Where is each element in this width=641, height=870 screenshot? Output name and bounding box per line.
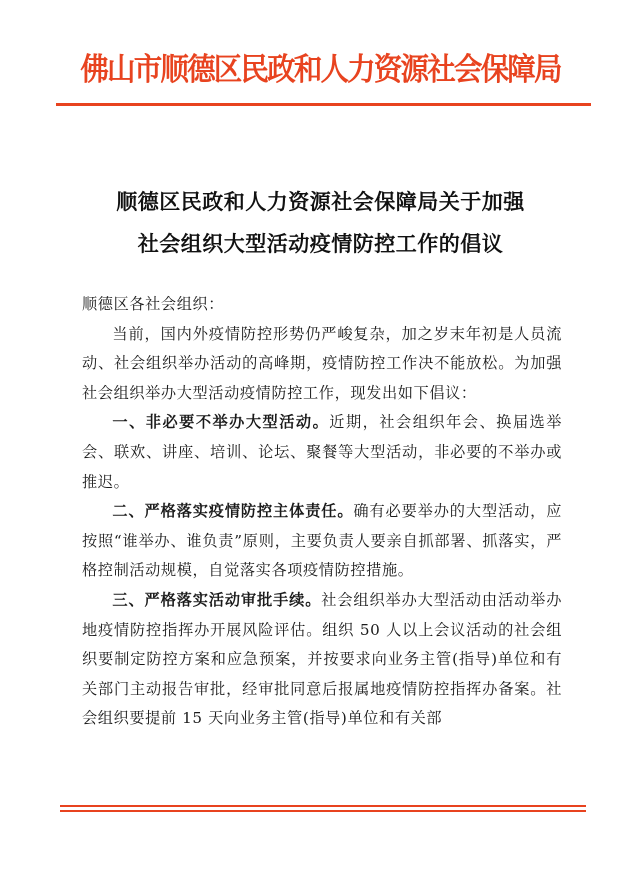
item-text: 社会组织举办大型活动由活动举办地疫情防控指挥办开展风险评估。组织 50 人以上会议活动的社会组织要制定防控方案和应急预案，并按要求向业务主管(指导)单位和有关部门主动报告审批，经审批同意后报属地疫情防控指挥办备案。社会组织要提前 15 天向业务主管(指导)单位和有关部: [82, 590, 562, 728]
item-paragraph-2: [82, 497, 562, 586]
document-body: [82, 290, 562, 734]
footer-rule-top: [60, 805, 586, 807]
item-text: 确有必要举办的大型活动，应按照“谁举办、谁负责”原则，主要负责人要亲自抓部署、抓落实，严格控制活动规模，自觉落实各项疫情防控措施。: [82, 502, 562, 580]
letterhead-organization: 佛山市顺德区民政和人力资源社会保障局: [80, 52, 561, 88]
item-heading: 三、严格落实活动审批手续。: [112, 590, 322, 609]
salutation: 顺德区各社会组织：: [82, 295, 225, 313]
footer-rule-bottom: [60, 810, 586, 812]
letterhead-rule: [56, 103, 591, 106]
item-text: 近期，社会组织年会、换届选举会、联欢、讲座、培训、论坛、聚餐等大型活动，非必要的不举办或推迟。: [82, 413, 562, 491]
document-title-line-1: 顺德区民政和人力资源社会保障局关于加强: [116, 189, 525, 214]
item-heading: 一、非必要不举办大型活动。: [112, 413, 330, 432]
intro-paragraph: 当前，国内外疫情防控形势仍严峻复杂，加之岁末年初是人员流动、社会组织举办活动的高峰期，疫情防控工作决不能放松。为加强社会组织举办大型活动疫情防控工作，现发出如下倡议：: [82, 324, 562, 402]
item-paragraph-1: [82, 408, 562, 497]
document-title-line-2: 社会组织大型活动疫情防控工作的倡议: [137, 231, 504, 256]
item-paragraph-3: [82, 586, 562, 734]
item-heading: 二、严格落实疫情防控主体责任。: [112, 502, 354, 521]
